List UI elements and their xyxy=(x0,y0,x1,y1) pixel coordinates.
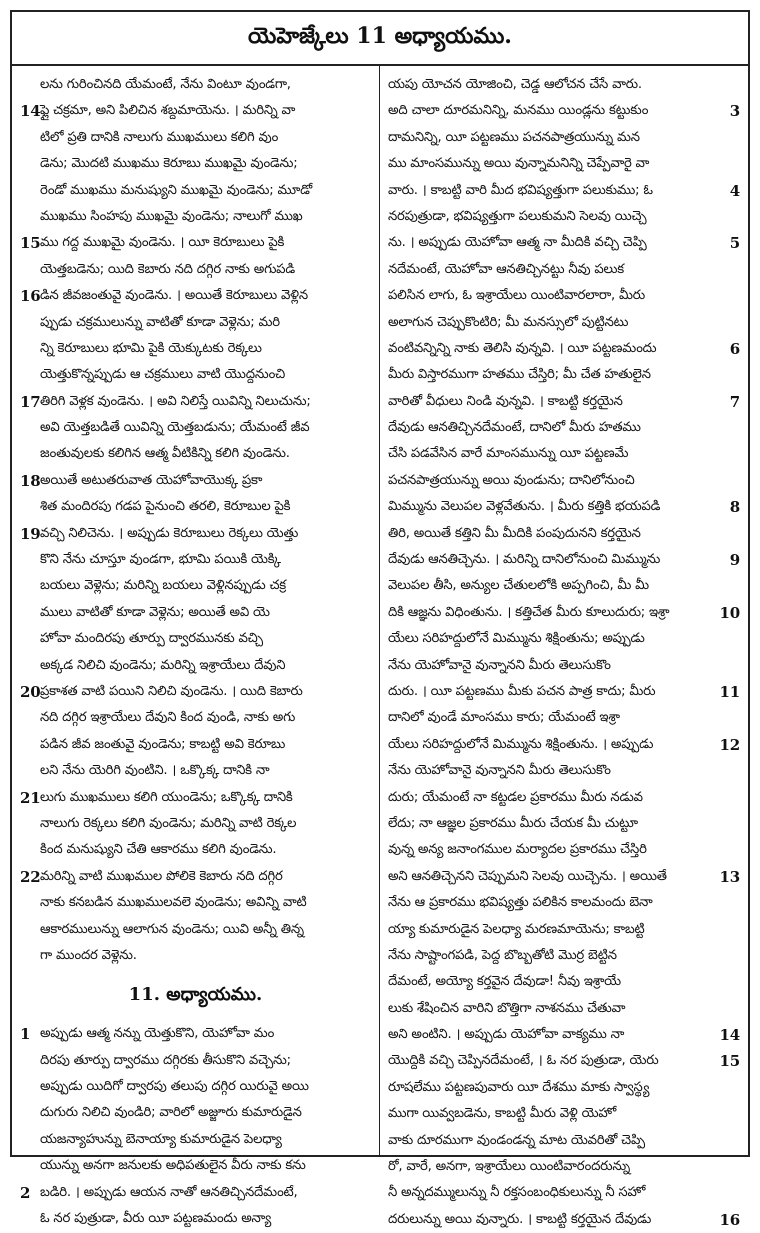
text-line xyxy=(20,547,371,573)
line-text: ము మాంసమున్ను అయి వున్నామనిన్ని చెప్పేవారై వా xyxy=(388,156,650,172)
text-line xyxy=(388,362,740,388)
text-line xyxy=(20,679,371,705)
line-text: దరులున్ను అయి వున్నారు. । కాబట్టి కర్తయైన దేవుడు xyxy=(388,1211,652,1227)
line-text: నదేమంటే, యెహోవా ఆనతిచ్చినట్టు నీవు పలుక xyxy=(388,261,624,277)
line-text: మిమ్మును వెలుపల వెళ్లవేతును. । మీరు కత్తికి భయపడి xyxy=(388,499,661,515)
line-text: తిరి, అయితే కత్తిని మీ మీదికి పంపుదునని కర్తయైన xyxy=(388,525,641,541)
text-line xyxy=(20,441,371,467)
line-text: గా ముందర వెళ్లెను. xyxy=(40,947,137,963)
line-text: పచనపాత్రయున్ను అయి వుండును; దానిలోనుంచి xyxy=(388,472,635,488)
text-line xyxy=(20,257,371,283)
line-text: లేదు; నా ఆజ్ఞల ప్రకారము మీరు చేయక మీ చుట్టూ xyxy=(388,815,638,831)
text-line xyxy=(388,758,740,784)
verse-number: 15 xyxy=(20,234,41,253)
text-line xyxy=(388,1180,740,1206)
line-text: మీరు విస్తారముగా హతము చేస్తిరి; మీ చేత హతులైన xyxy=(388,367,651,383)
text-line xyxy=(20,389,371,415)
verse-number: 7 xyxy=(729,392,740,411)
text-line xyxy=(20,283,371,309)
line-text: య్యా కుమారుడైన పెలధ్యా మరణమాయెను; కాబట్టి xyxy=(388,921,645,937)
verse-number: 17 xyxy=(20,392,41,411)
text-line xyxy=(20,204,371,230)
text-line xyxy=(388,705,740,731)
line-text: వున్న అన్య జనాంగముల మర్యాదల ప్రకారము చేస్తిరి xyxy=(388,842,647,858)
line-text: అప్పుడు యిదిగో ద్వారపు తలుపు దగ్గిర యిరువై అయి xyxy=(40,1079,309,1095)
text-line xyxy=(388,917,740,943)
text-line xyxy=(388,626,740,652)
text-line xyxy=(20,521,371,547)
text-line xyxy=(388,494,740,520)
text-line xyxy=(388,890,740,916)
text-line xyxy=(388,811,740,837)
verse-number: 14 xyxy=(719,1026,740,1045)
text-line xyxy=(20,494,371,520)
line-text: యపు యోచన యోజించి, చెడ్డ ఆలోచన చేసే వారు. xyxy=(388,77,642,92)
line-text: యేలు సరిహద్దులోనే మిమ్మును శిక్షింతును. । అప్పుడు xyxy=(388,736,654,752)
text-line xyxy=(20,705,371,731)
text-line xyxy=(388,653,740,679)
line-text: నేను ఆ ప్రకారము భవిష్యత్తు పలికిన కాలమందు బెనా xyxy=(388,895,653,911)
text-line xyxy=(20,230,371,256)
text-line xyxy=(20,310,371,336)
text-line xyxy=(388,310,740,336)
line-text: దిరపు తూర్పు ద్వారము దగ్గిరకు తీసుకొని వచ్చెను; xyxy=(40,1052,291,1068)
text-line xyxy=(388,1075,740,1101)
line-text: యెత్తుకొన్నప్పుడు ఆ చక్రములు వాటి యొద్దనుంచి xyxy=(40,367,286,383)
text-line xyxy=(20,653,371,679)
text-line xyxy=(20,125,371,151)
line-text: దురు; యేమంటే నా కట్టడల ప్రకారము మీరు నడువ xyxy=(388,789,643,805)
line-text: యజన్యాహున్ను బెనాయ్యా కుమారుడైన పెలధ్యా xyxy=(40,1131,282,1147)
line-text: రెండో ముఖము మనుష్యుని ముఖమై వుండెను; మూడో xyxy=(40,182,312,198)
text-line xyxy=(20,1021,371,1047)
text-line xyxy=(388,1207,740,1233)
line-text: ప్పుడు చక్రములున్ను వాటితో కూడా వెళ్లెను; మరి xyxy=(40,314,280,330)
line-text: డిన జీవజంతువై వుండెను. । అయితే కెరూబులు వెళ్లిన xyxy=(40,288,308,304)
line-text: బడిరి. । అప్పుడు ఆయన నాతో ఆనతిచ్చినదేమంటే, xyxy=(40,1184,298,1200)
verse-number: 2 xyxy=(20,1183,31,1202)
line-text: దామనిన్ని, యీ పట్టణము పచనపాత్రయున్ను మన xyxy=(388,129,640,145)
left-column xyxy=(12,66,380,1227)
text-line xyxy=(388,785,740,811)
line-text: అది చాలా దూరమనిన్ని, మనము యిండ్లను కట్టుకుం xyxy=(388,103,649,119)
text-line xyxy=(20,864,371,890)
line-text: యేలు సరిహద్దులోనే మిమ్మును శిక్షింతును; అప్పుడు xyxy=(388,631,645,647)
verse-number: 1 xyxy=(20,1025,31,1044)
verse-number: 9 xyxy=(729,551,740,570)
text-line xyxy=(388,1022,740,1048)
line-text: దానిలో వుండే మాంసము కారు; యేమంటే ఇశ్రా xyxy=(388,710,620,726)
verse-number: 13 xyxy=(719,867,740,886)
verse-number: 16 xyxy=(20,287,41,306)
line-text: హోవా మందిరపు తూర్పు ద్వారమునకు వచ్చి xyxy=(40,631,263,647)
text-line xyxy=(20,98,371,124)
verse-number: 12 xyxy=(719,735,740,754)
text-line xyxy=(388,468,740,494)
text-line xyxy=(388,547,740,573)
text-line xyxy=(20,336,371,362)
text-line xyxy=(20,1127,371,1153)
line-text: లుగు ముఖములు కలిగి యుండెను; ఒక్కొక్క దానికి xyxy=(40,789,293,805)
page-title: యెహెజ్కేలు 11 అధ్యాయము. xyxy=(248,22,512,49)
text-line xyxy=(20,1100,371,1126)
line-text: అని ఆనతిచ్చెనని చెప్పుమని సెలవు యిచ్చెను. । అయితే xyxy=(388,868,667,884)
text-line xyxy=(388,283,740,309)
line-text: నేను సాష్టాంగపడి, పెద్ద బొబ్బతోటి మొర్ర బెట్టిన xyxy=(388,947,617,963)
text-line xyxy=(388,600,740,626)
text-line xyxy=(388,837,740,863)
line-text: పలిసిన లాగు, ఓ ఇశ్రాయేలు యింటివారలారా, మీరు xyxy=(388,288,645,304)
line-text: మరిన్ని వాటి ముఖముల పోలికె కెబారు నది దగ్గిర xyxy=(40,868,283,884)
line-text: ఆకారములున్ను ఆలాగున వుండెను; యివి అన్నీ తిన్న xyxy=(40,921,304,937)
line-text: అవి యెత్తబడితే యివిన్ని యెత్తబడును; యేమంటే జీవ xyxy=(40,420,310,436)
line-text: జంతువులకు కలిగిన ఆత్మ వీటికిన్ని కలిగి వుండెను. xyxy=(40,446,290,462)
line-text: పడిన జీవ జంతువై వుండెను; కాబట్టి అవి కెరూబు xyxy=(40,736,286,752)
text-line xyxy=(20,362,371,388)
chapter-11-continuation xyxy=(388,72,740,1233)
line-text: అని అంటిని. । అప్పుడు యెహోవా వాక్యము నా xyxy=(388,1027,625,1043)
line-text: కొని నేను చూస్తూ వుండగా, భూమి పయికి యెక్కి xyxy=(40,552,281,568)
verse-number: 8 xyxy=(729,498,740,517)
text-line xyxy=(20,917,371,943)
text-line xyxy=(388,573,740,599)
text-line xyxy=(388,996,740,1022)
verse-number: 21 xyxy=(20,788,41,807)
text-line xyxy=(20,600,371,626)
line-text: ము గద్ద ముఖమై వుండెను. । యీ కెరూబులు పైకి xyxy=(40,235,285,251)
line-text: టిలో ప్రతి దానికి నాలుగు ముఖములు కలిగి వుం xyxy=(40,129,279,145)
line-text: కింద మనుష్యుని చేతి ఆకారము కలిగి వుండెను. xyxy=(40,842,277,858)
text-line xyxy=(388,679,740,705)
line-text: చేసి పడవేసిన వారే మాంసమున్ను యీ పట్టణమే xyxy=(388,446,629,462)
text-line xyxy=(388,969,740,995)
text-line xyxy=(20,573,371,599)
text-line xyxy=(20,785,371,811)
verse-number: 18 xyxy=(20,471,41,490)
line-text: వంటివన్నిన్ని నాకు తెలిసి వున్నవి. । యీ పట్టణమందు xyxy=(388,340,657,356)
line-text: వారితో వీధులు నిండి వున్నవి. । కాబట్టి కర్తయైన xyxy=(388,393,623,409)
line-text: రో, వారే, అనగా, ఇశ్రాయేలు యింటివారందరున్ను xyxy=(388,1159,630,1175)
verse-number: 10 xyxy=(719,603,740,622)
text-line xyxy=(20,758,371,784)
text-line xyxy=(388,336,740,362)
line-text: బయలు వెళ్లెను; మరిన్ని బయలు వెళ్లినప్పుడు చక్ర xyxy=(40,578,286,594)
verse-number: 22 xyxy=(20,867,41,886)
line-text: నరపుత్రుడా, భవిష్యత్తుగా పలుకుమని సెలవు యిచ్చె xyxy=(388,208,647,224)
line-text: లని నేను యెరిగి వుంటిని. । ఒక్కొక్క దానికి నా xyxy=(40,763,270,779)
text-line xyxy=(388,125,740,151)
line-text: యెత్తబడెను; యిది కెబారు నది దగ్గిర నాకు అగుపడి xyxy=(40,261,295,277)
text-line xyxy=(388,864,740,890)
verse-number: 11 xyxy=(719,682,740,701)
line-text: నేను యెహోవానై వున్నానని మీరు తెలుసుకొం xyxy=(388,763,611,779)
line-text: ములు వాటితో కూడా వెళ్లెను; అయితే అవి యె xyxy=(40,604,270,620)
text-line xyxy=(20,1153,371,1179)
line-text: దుగురు నిలిచి వుండిరి; వారిలో అజ్జూరు కుమారుడైన xyxy=(40,1105,302,1121)
text-line xyxy=(388,178,740,204)
verse-number: 3 xyxy=(729,102,740,121)
text-line xyxy=(388,257,740,283)
line-text: అలాగున చెప్పుకొంటిరి; మీ మనస్సులో పుట్టినటు xyxy=(388,314,629,330)
line-text: డెను; మొదటి ముఖము కెరూబు ముఖమై వుండెను; xyxy=(40,156,298,172)
line-text: తిరిగి వెళ్లక వుండెను. । అవి నిలిస్తే యివిన్ని నిలుచును; xyxy=(40,393,311,409)
line-text: ఓ నర పుత్రుడా, వీరు యీ పట్టణమందు అన్యా xyxy=(40,1211,272,1227)
line-text: నది దగ్గిర ఇశ్రాయేలు దేవుని కింద వుండి, నాకు అగు xyxy=(40,710,296,726)
line-text: ముగా యివ్వబడెను, కాబట్టి మీరు వెళ్లి యెహో xyxy=(388,1106,617,1122)
line-text: వారు. । కాబట్టి వారి మీద భవిష్యత్తుగా పలుకుము; ఓ xyxy=(388,182,653,198)
line-text: వాకు దూరముగా వుండండన్న మాట యెవరితో చెప్పి xyxy=(388,1132,645,1148)
text-line xyxy=(388,732,740,758)
right-column xyxy=(380,66,748,1229)
verse-number: 4 xyxy=(729,181,740,200)
text-line xyxy=(20,811,371,837)
text-line xyxy=(20,943,371,969)
text-line xyxy=(388,1128,740,1154)
line-text: లను గురించినది యేమంటే, నేను వింటూ వుండగా, xyxy=(40,77,291,92)
verse-number: 15 xyxy=(719,1052,740,1071)
line-text: దికి ఆజ్ఞను విధింతును. । కత్తిచేత మీరు కూలుదురు; ఇశ్రా xyxy=(388,604,670,620)
verse-number: 6 xyxy=(729,339,740,358)
line-text: రూషలేము పట్టణపువారు యీ దేశము మాకు స్వాస్థ్య xyxy=(388,1079,650,1095)
text-line xyxy=(20,1206,371,1232)
text-line xyxy=(20,732,371,758)
text-line xyxy=(388,230,740,256)
text-line xyxy=(388,1154,740,1180)
line-text: ముఖము సింహపు ముఖమై వుండెను; నాలుగో ముఖ xyxy=(40,208,303,224)
text-line xyxy=(20,468,371,494)
line-text: నాకు కనబడిన ముఖములవలె వుండెను; అవిన్ని వాటి xyxy=(40,895,307,911)
text-line xyxy=(388,943,740,969)
line-text: అప్పుడు ఆత్మ నన్ను యెత్తుకొని, యెహోవా మం xyxy=(40,1026,275,1042)
text-line xyxy=(20,837,371,863)
text-line xyxy=(388,151,740,177)
text-line xyxy=(388,204,740,230)
text-line xyxy=(20,626,371,652)
verse-number: 14 xyxy=(20,102,41,121)
verse-number: 5 xyxy=(729,234,740,253)
verse-number: 16 xyxy=(719,1210,740,1229)
line-text: దేమంటే, అయ్యో కర్తవైన దేవుడా! నీవు ఇశ్రాయే xyxy=(388,974,621,990)
verse-number: 20 xyxy=(20,682,41,701)
line-text: నీ అన్నదమ్ములున్ను నీ రక్తసంబంధికులున్ను నీ సహో xyxy=(388,1185,646,1201)
page-header xyxy=(12,12,748,66)
text-line xyxy=(20,178,371,204)
line-text: ను. । అప్పుడు యెహోవా ఆత్మ నా మీదికి వచ్చి చెప్పి xyxy=(388,235,647,251)
line-text: లుకు శేషించిన వారిని బొత్తిగా నాశనము చేతువా xyxy=(388,1000,626,1016)
text-line xyxy=(388,389,740,415)
text-line xyxy=(20,1074,371,1100)
line-text: వచ్చి నిలిచెను. । అప్పుడు కెరూబులు రెక్కలు యెత్తు xyxy=(40,525,299,541)
line-text: వెలుపల తీసి, అన్యుల చేతులలోకి అప్పగించి, మీ మీ xyxy=(388,578,649,594)
line-text: నాలుగు రెక్కలు కలిగి వుండెను; మరిన్ని వాటి రెక్కల xyxy=(40,815,297,831)
text-line xyxy=(20,1180,371,1206)
text-line xyxy=(20,415,371,441)
text-line xyxy=(388,98,740,124)
line-text: ప్రకాశత వాటి పయిని నిలిచి వుండెను. । యిది కెబారు xyxy=(40,683,303,699)
text-line xyxy=(388,441,740,467)
line-text: న్ని కెరూబులు భూమి పైకి యెక్కుటకు రెక్కలు xyxy=(40,340,262,356)
text-line xyxy=(20,890,371,916)
line-text: ఫ్లై చక్రమా, అని పిలిచిన శబ్దమాయెను. । మరిన్ని వా xyxy=(40,103,296,119)
text-line xyxy=(388,1101,740,1127)
line-text: నేను యెహోవానై వున్నానని మీరు తెలుసుకొం xyxy=(388,657,611,673)
chapter-heading: 11. అధ్యాయము. xyxy=(128,984,263,1006)
line-text: యొద్దికి వచ్చి చెప్పినదేమంటే, । ఓ నర పుత్రుడా, యెరు xyxy=(388,1053,659,1069)
line-text: దేవుడు ఆనతిచ్చినదేమంటే, దానిలో మీరు హతము xyxy=(388,420,641,436)
line-text: యున్ను అనగా జనులకు అధిపతులైన వీరు నాకు కను xyxy=(40,1158,306,1174)
text-line xyxy=(20,72,371,98)
scripture-page xyxy=(10,10,750,1229)
line-text: శిత మందిరపు గడప పైనుంచి తరలి, కెరూబుల పైకి xyxy=(40,499,291,515)
text-line xyxy=(388,521,740,547)
verse-number: 19 xyxy=(20,524,41,543)
text-line xyxy=(388,1048,740,1074)
line-text: దేవుడు ఆనతిచ్చెను. । మరిన్ని దానిలోనుంచి మిమ్మును xyxy=(388,552,661,568)
text-line xyxy=(20,151,371,177)
line-text: అక్కడ నిలిచి వుండెను; మరిన్ని ఇశ్రాయేలు దేవుని xyxy=(40,657,286,673)
text-line xyxy=(20,1048,371,1074)
text-line xyxy=(388,72,740,98)
chapter-11-beginning xyxy=(20,1021,371,1232)
chapter-10-ending xyxy=(20,72,371,969)
line-text: దురు. । యీ పట్టణము మీకు పచన పాత్ర కాదు; మీరు xyxy=(388,683,656,699)
line-text: అయితే అటుతరువాత యెహోవాయొక్క ప్రకా xyxy=(40,472,263,488)
text-line xyxy=(388,415,740,441)
text-columns xyxy=(12,66,748,1229)
